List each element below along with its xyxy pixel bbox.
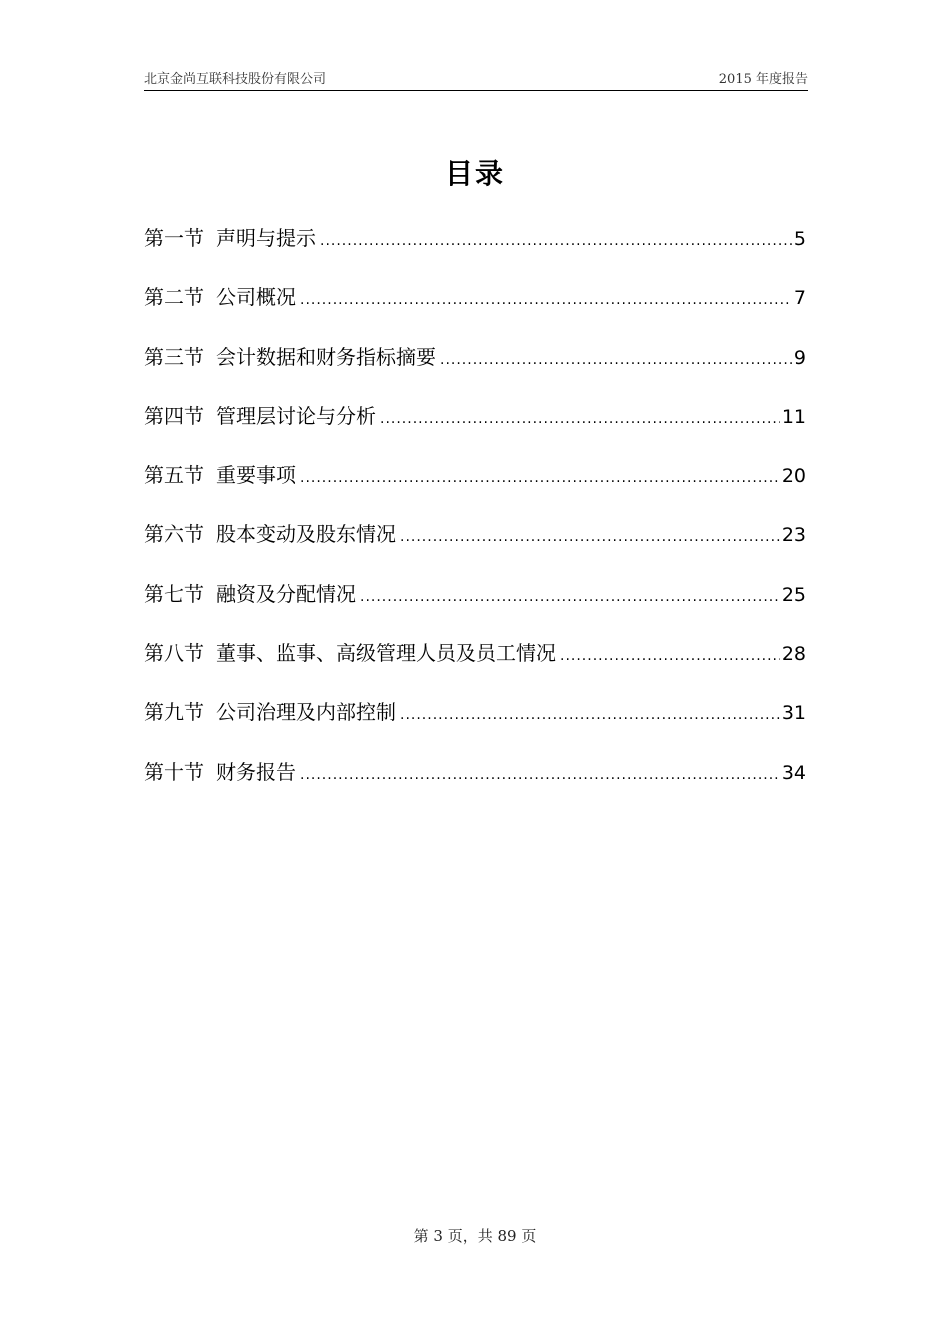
toc-section-label: 第六节 xyxy=(144,522,204,547)
toc-section-label: 第四节 xyxy=(144,403,204,428)
toc-page-number: 31 xyxy=(781,702,806,725)
toc-page-number: 7 xyxy=(793,287,806,310)
toc-leader-dots xyxy=(400,697,780,733)
toc-entry-5[interactable] xyxy=(144,457,806,516)
toc-entry-1[interactable] xyxy=(144,220,806,279)
toc-section-label: 第三节 xyxy=(144,344,204,369)
toc-section-label: 第二节 xyxy=(144,285,204,310)
toc-page-number: 23 xyxy=(781,524,806,547)
toc-page-number: 34 xyxy=(781,761,806,784)
toc-section-name: 公司概况 xyxy=(216,285,296,310)
toc-entry-10[interactable] xyxy=(144,754,806,813)
toc-leader-dots xyxy=(300,282,792,318)
toc-section-label: 第一节 xyxy=(144,226,204,250)
toc-entry-2[interactable] xyxy=(144,279,806,338)
toc-page-number: 25 xyxy=(781,583,806,606)
table-of-contents xyxy=(144,220,806,813)
toc-section-name: 会计数据和财务指标摘要 xyxy=(216,344,436,369)
toc-section-label: 第七节 xyxy=(144,581,204,606)
toc-section-name: 财务报告 xyxy=(216,759,296,784)
toc-entry-3[interactable] xyxy=(144,339,806,398)
toc-section-name: 股本变动及股东情况 xyxy=(216,522,396,547)
toc-section-name: 管理层讨论与分析 xyxy=(216,403,376,428)
toc-section-name: 公司治理及内部控制 xyxy=(216,700,396,725)
toc-section-name: 重要事项 xyxy=(216,463,296,488)
toc-section-label: 第八节 xyxy=(144,641,204,666)
toc-entry-7[interactable] xyxy=(144,576,806,635)
toc-title: 目录 xyxy=(444,157,505,190)
toc-section-label: 第九节 xyxy=(144,700,204,725)
toc-leader-dots xyxy=(320,223,792,259)
toc-leader-dots xyxy=(380,401,780,437)
toc-page-number: 28 xyxy=(781,643,806,666)
header-report-title: 2015 年度报告 xyxy=(718,72,808,87)
toc-entry-9[interactable] xyxy=(144,694,806,753)
toc-entry-6[interactable] xyxy=(144,516,806,575)
header-company-name: 北京金尚互联科技股份有限公司 xyxy=(144,72,327,87)
toc-leader-dots xyxy=(440,342,792,378)
toc-section-label: 第五节 xyxy=(144,463,204,488)
toc-page-number: 5 xyxy=(793,228,806,250)
toc-leader-dots xyxy=(300,757,780,793)
toc-leader-dots xyxy=(400,519,780,555)
toc-section-name: 董事、监事、高级管理人员及员工情况 xyxy=(216,641,556,666)
page-header xyxy=(144,66,808,91)
toc-page-number: 11 xyxy=(781,405,806,428)
toc-leader-dots xyxy=(300,460,780,496)
toc-section-name: 声明与提示 xyxy=(216,226,316,250)
toc-entry-4[interactable] xyxy=(144,398,806,457)
toc-section-label: 第十节 xyxy=(144,759,204,784)
toc-leader-dots xyxy=(560,638,780,674)
toc-page-number: 9 xyxy=(793,346,806,369)
page-footer: 第 3 页，共 89 页 xyxy=(413,1227,537,1245)
toc-leader-dots xyxy=(360,579,780,615)
toc-entry-8[interactable] xyxy=(144,635,806,694)
toc-page-number: 20 xyxy=(781,465,806,488)
toc-section-name: 融资及分配情况 xyxy=(216,581,356,606)
